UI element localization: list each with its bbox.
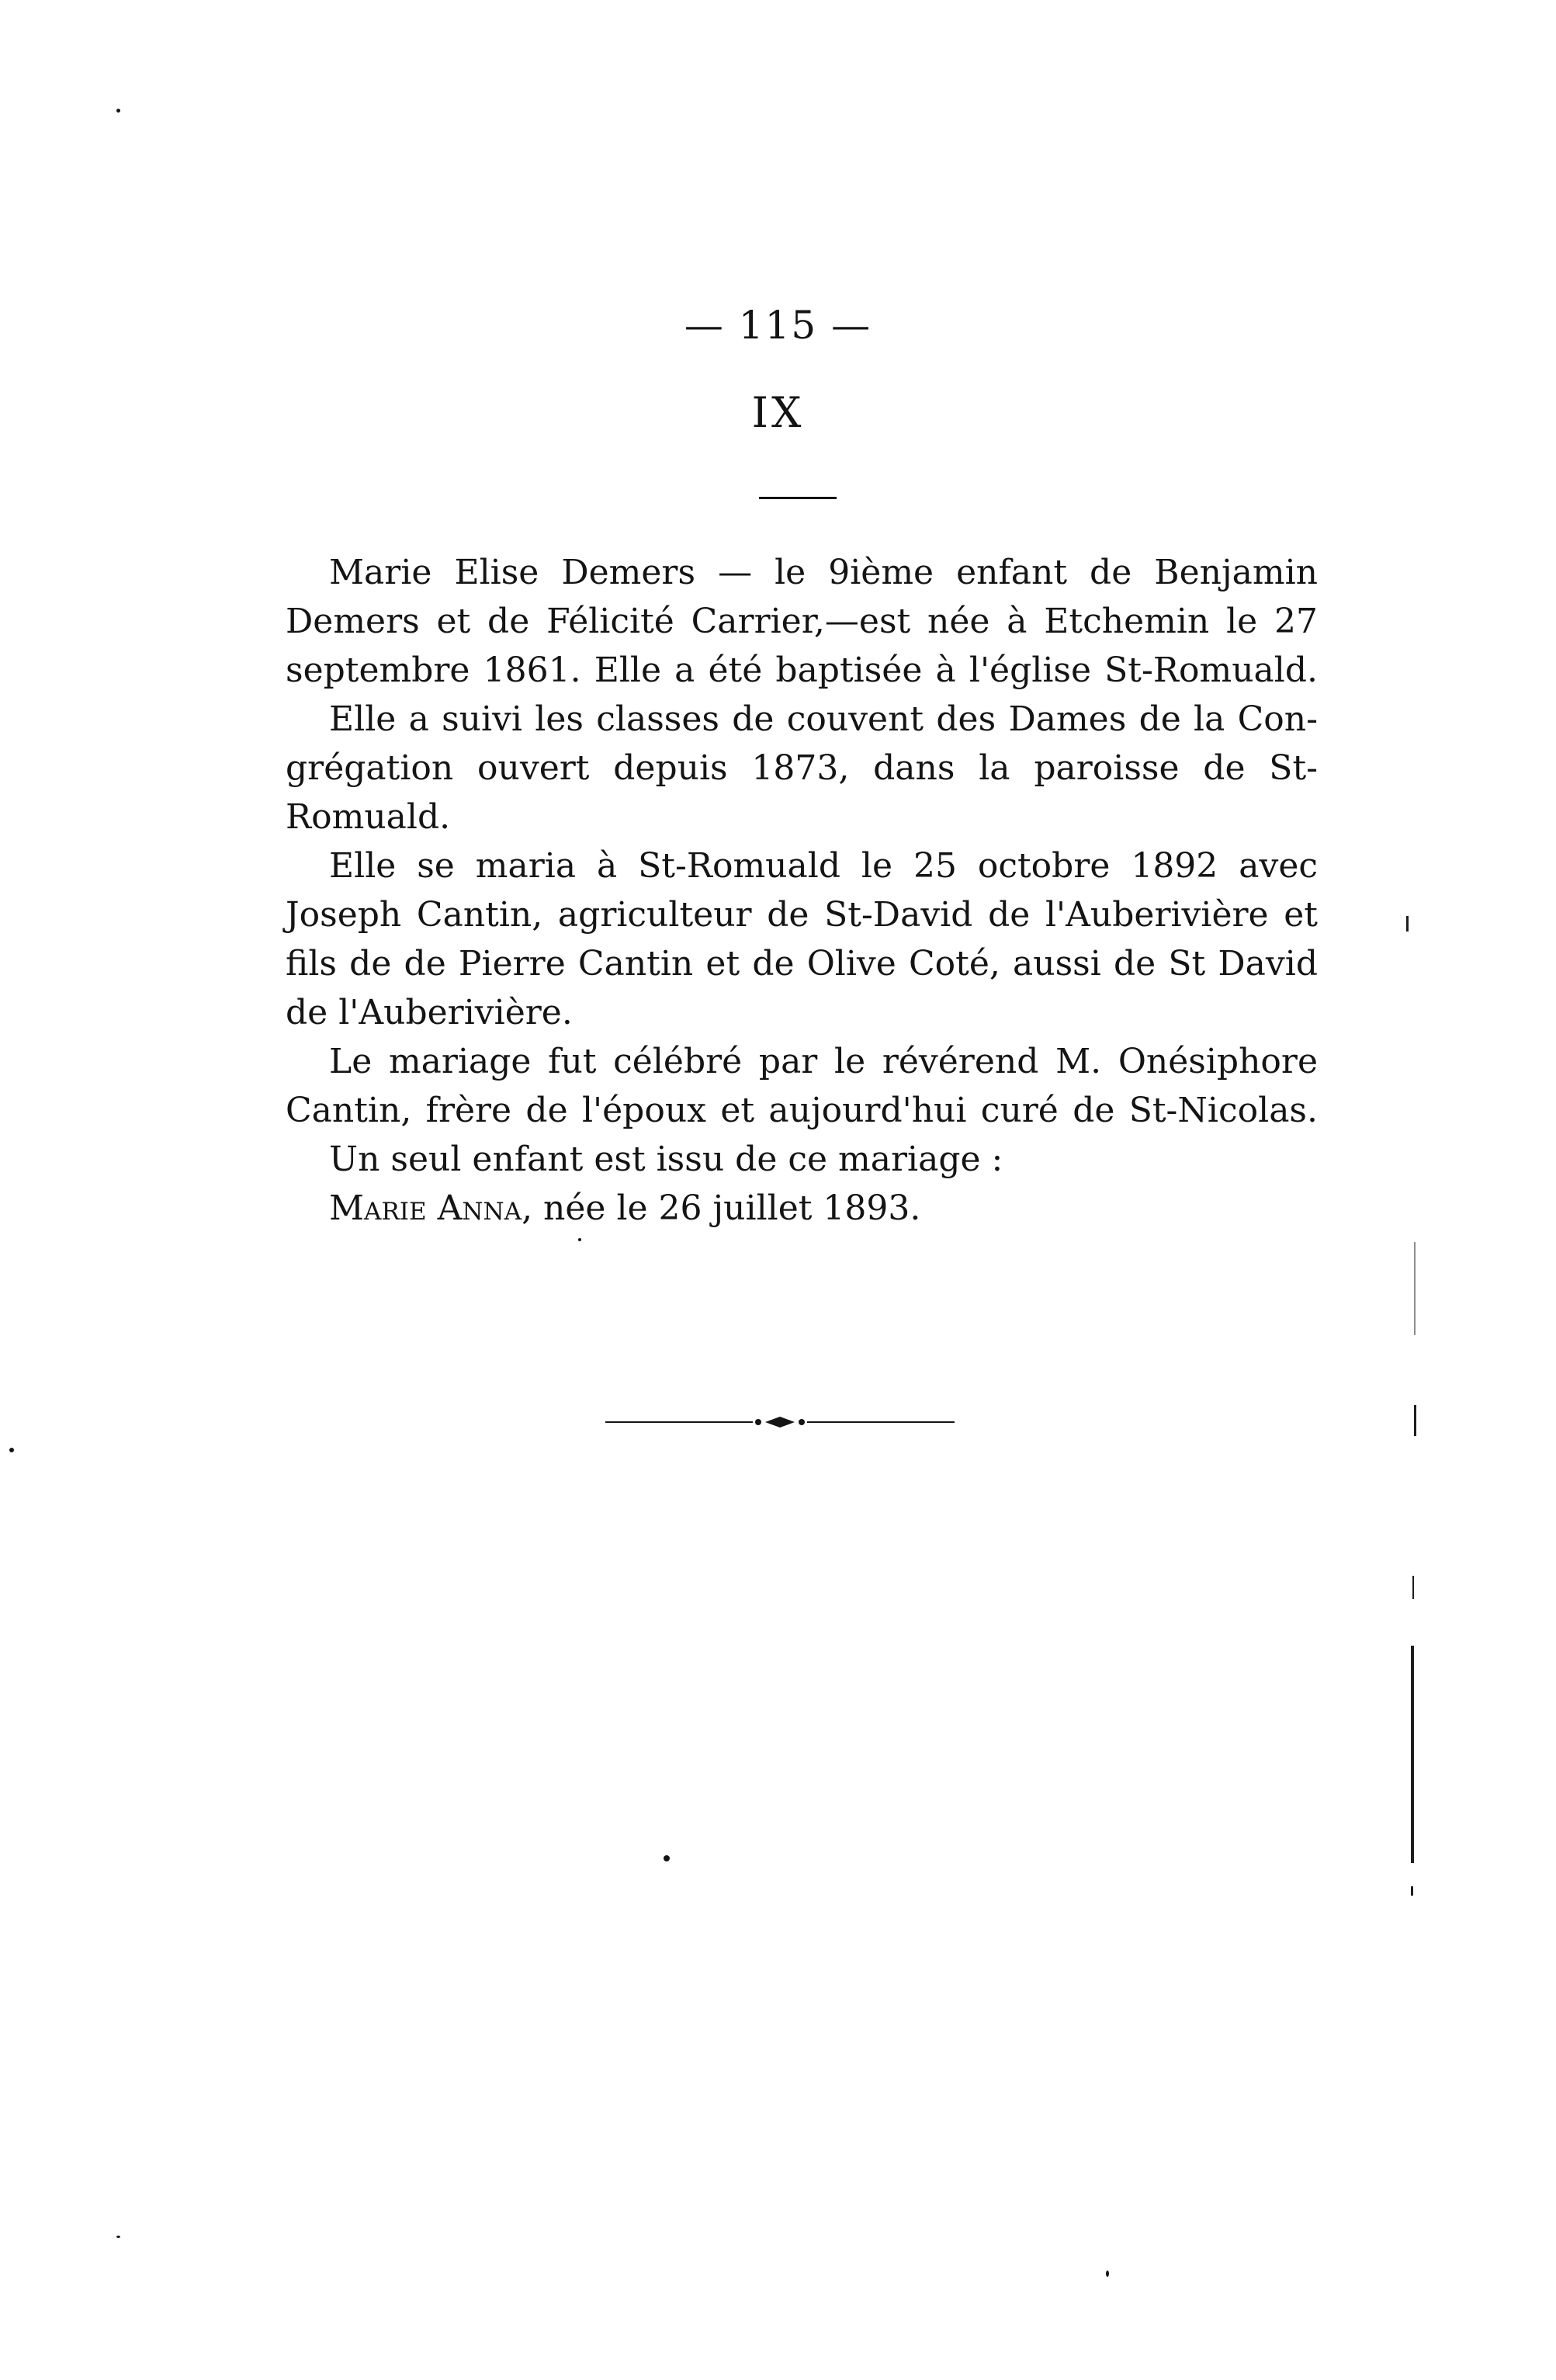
margin-mark [1414,1405,1416,1436]
text-line: Cantin, frère de l'époux et aujourd'hui curé de St-Nicolas. [286,1091,1318,1130]
text-line: fils de de Pierre Cantin et de Olive Coté, aussi de St David [286,944,1318,984]
scan-speck [116,109,120,113]
text-line: Marie Elise Demers — le 9ième enfant de Benjamin [329,553,1318,592]
body-text [286,548,1318,1233]
margin-mark [1414,1242,1416,1335]
text-line: Un seul enfant est issu de ce mariage : [329,1140,1003,1179]
text-line: Elle a suivi les classes de couvent des Dames de la Con- [329,699,1318,739]
child-birth: , née le 26 juillet 1893. [522,1188,921,1228]
heading-rule [759,497,837,499]
chapter-heading: IX [751,388,805,437]
margin-mark [1411,1886,1413,1896]
page-number: — 115 — [684,303,872,348]
margin-mark [1406,916,1409,932]
ornament-divider [605,1413,955,1431]
text-line: septembre 1861. Elle a été baptisée à l'église St-Romuald. [286,651,1318,690]
text-line: Joseph Cantin, agriculteur de St-David de l'Auberivière et [286,895,1318,935]
scan-speck [1106,2271,1109,2277]
scan-speck [578,1238,581,1241]
text-line [286,1184,1318,1233]
margin-mark [1412,1576,1414,1599]
text-line: Le mariage fut célébré par le révérend M. Onésiphore [329,1042,1318,1081]
scan-speck [9,1448,14,1452]
text-line: de l'Auberivière. [286,993,573,1032]
text-line: Elle se maria à St-Romuald le 25 octobre 1892 avec [329,846,1318,886]
margin-mark [1411,1646,1414,1863]
text-line: Demers et de Félicité Carrier,—est née à Etchemin le 27 [286,602,1318,641]
scan-speck [664,1855,670,1861]
text-line: Romuald. [286,797,451,837]
text-line: grégation ouvert depuis 1873, dans la paroisse de St- [286,748,1318,788]
scan-speck [116,2236,120,2238]
child-name: Marie Anna [329,1188,522,1228]
